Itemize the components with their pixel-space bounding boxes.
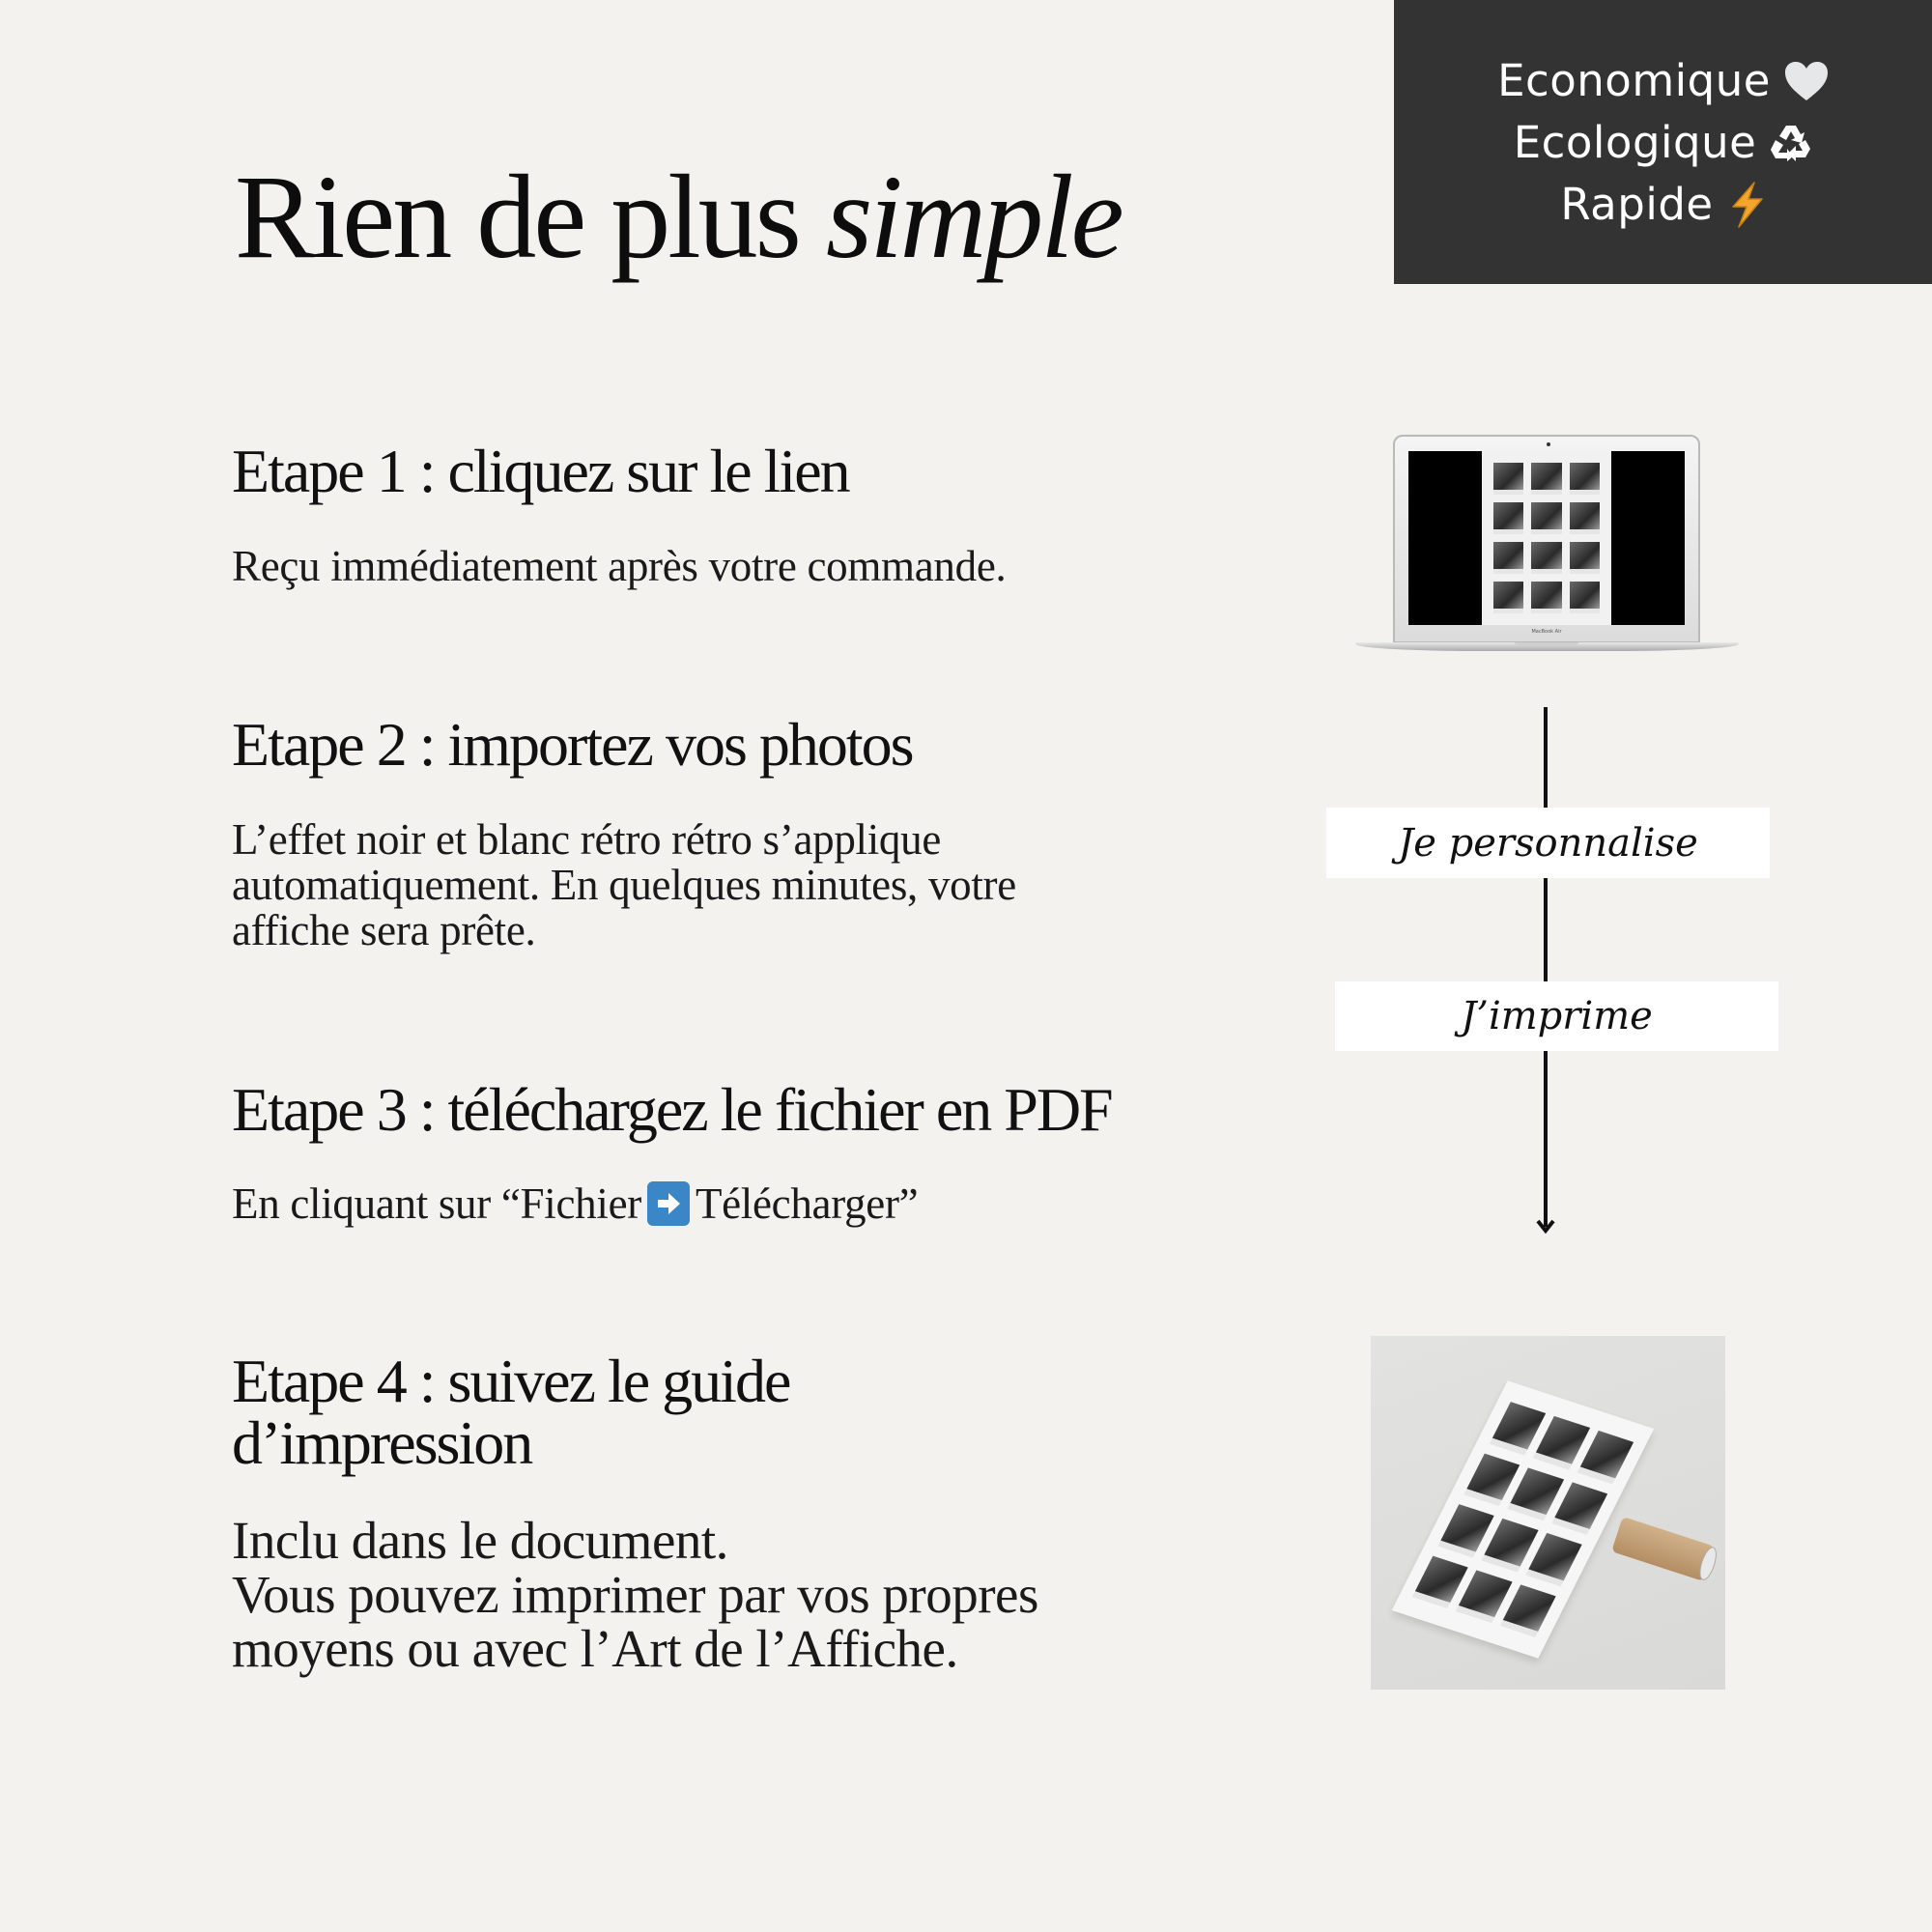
step-4-heading: [232, 1347, 790, 1477]
photo-thumbnail: [1493, 502, 1523, 534]
arrow-down-icon: [1536, 1215, 1555, 1238]
laptop-screen: [1408, 451, 1685, 625]
printed-sheet: [1392, 1380, 1655, 1658]
poster-preview: [1482, 451, 1611, 625]
recycle-icon: [1770, 122, 1812, 164]
step-3-body-prefix: En cliquant sur “Fichier: [232, 1179, 641, 1228]
step-4-heading-line: Etape 4 : suivez le guide: [232, 1347, 790, 1415]
timeline-line: [1544, 878, 1548, 981]
benefit-label: Rapide: [1560, 179, 1714, 230]
step-1-body-line: Reçu immédiatement après votre commande.: [232, 542, 1007, 590]
timeline-line: [1544, 707, 1548, 808]
photo-thumbnail: [1551, 1482, 1607, 1535]
photo-thumbnail: [1531, 463, 1561, 495]
photo-thumbnail: [1493, 542, 1523, 574]
step-2-body: [232, 817, 1016, 953]
benefit-ecologique: [1514, 112, 1813, 174]
step-2-body-line: affiche sera prête.: [232, 906, 536, 954]
photo-thumbnail: [1570, 542, 1600, 574]
photo-thumbnail: [1570, 582, 1600, 613]
laptop-illustration: [1352, 433, 1744, 657]
title-regular: Rien de plus: [235, 151, 826, 283]
photo-thumbnail: [1531, 502, 1561, 534]
heart-icon: [1784, 61, 1829, 101]
step-1-body: [232, 544, 1006, 589]
lightning-icon: [1727, 182, 1766, 228]
photo-thumbnail: [1570, 502, 1600, 534]
step-4-body: [232, 1511, 1038, 1678]
printed-poster-photo: [1371, 1336, 1725, 1690]
photo-thumbnail: [1531, 542, 1561, 574]
step-3-body-line: [232, 1181, 918, 1227]
photo-thumbnail: [1525, 1533, 1581, 1586]
step-3-body-suffix: Télécharger”: [695, 1179, 919, 1228]
step-4-body-line: Vous pouvez imprimer par vos propres: [232, 1565, 1038, 1624]
step-3-body: [232, 1181, 918, 1227]
title-italic: simple: [825, 151, 1122, 283]
tag-je-personnalise: Je personnalise: [1326, 808, 1770, 878]
benefit-economique: [1497, 50, 1829, 112]
photo-thumbnail: [1493, 582, 1523, 613]
tag-j-imprime: J’imprime: [1335, 981, 1778, 1051]
step-4-body-line: Inclu dans le document.: [232, 1511, 728, 1570]
step-4-body-line: moyens ou avec l’Art de l’Affiche.: [232, 1619, 958, 1678]
step-1-heading: Etape 1 : cliquez sur le lien: [232, 437, 849, 505]
benefit-label: Economique: [1497, 55, 1771, 106]
right-arrow-icon: [647, 1181, 690, 1226]
photo-thumbnail: [1531, 582, 1561, 613]
step-4-heading-line: d’impression: [232, 1408, 532, 1477]
photo-thumbnail: [1570, 463, 1600, 495]
photo-thumbnail: [1499, 1584, 1555, 1637]
camera-dot: [1547, 442, 1550, 446]
tube-end: [1696, 1545, 1719, 1582]
benefits-box: [1394, 0, 1932, 284]
benefit-label: Ecologique: [1513, 117, 1757, 168]
laptop-lid: [1393, 435, 1700, 643]
timeline-line: [1544, 1051, 1548, 1227]
step-2-body-line: automatiquement. En quelques minutes, votre: [232, 861, 1016, 909]
photo-thumbnail: [1577, 1431, 1634, 1484]
page-title: [235, 145, 1122, 290]
laptop-model-label: MacBook Air: [1531, 629, 1562, 635]
laptop-notch: [1515, 642, 1578, 645]
step-3-heading: Etape 3 : téléchargez le fichier en PDF: [232, 1075, 1112, 1144]
photo-thumbnail: [1493, 463, 1523, 495]
step-2-heading: Etape 2 : importez vos photos: [232, 710, 913, 779]
step-2-body-line: L’effet noir et blanc rétro rétro s’applique: [232, 815, 942, 864]
cardboard-tube: [1611, 1517, 1715, 1581]
benefit-rapide: [1560, 174, 1765, 236]
